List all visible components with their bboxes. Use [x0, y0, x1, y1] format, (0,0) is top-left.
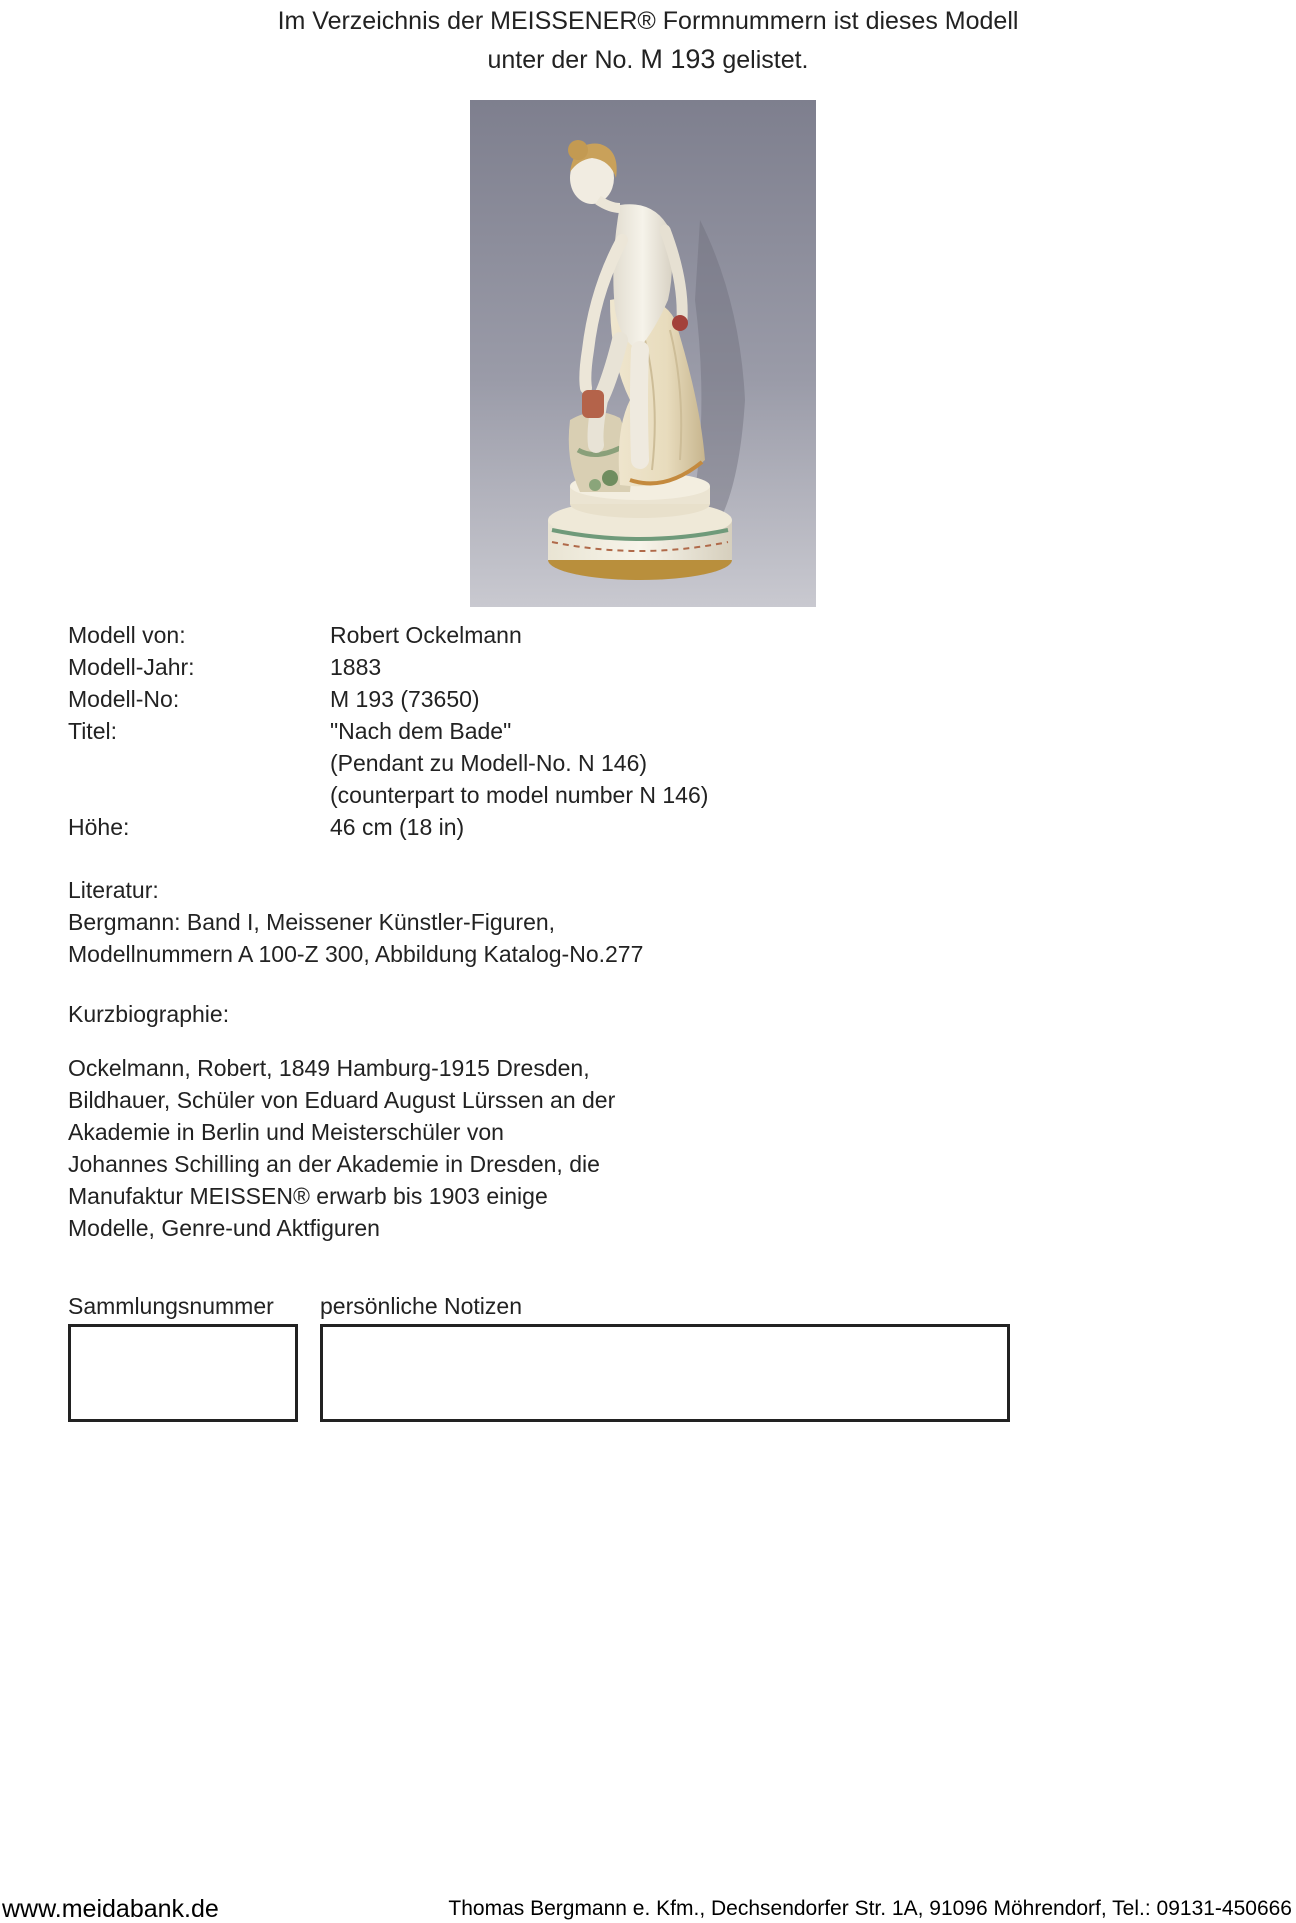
literature-line: Modellnummern A 100-Z 300, Abbildung Katalog-No.277 [68, 941, 644, 967]
header-line-2 [0, 40, 1296, 79]
detail-row-counterpart [68, 779, 708, 811]
literature-heading: Literatur: [68, 877, 159, 903]
detail-row-height [68, 811, 708, 843]
header-line-1: Im Verzeichnis der MEISSENER® Formnummern ist dieses Modell [277, 7, 1019, 35]
detail-value: M 193 (73650) [330, 686, 480, 712]
detail-row-title [68, 715, 708, 747]
detail-row-pendant [68, 747, 708, 779]
detail-value: 46 cm (18 in) [330, 814, 465, 840]
detail-label: Titel: [68, 718, 117, 744]
detail-label [68, 779, 330, 811]
literature-line: Bergmann: Band I, Meissener Künstler-Figuren, [68, 909, 556, 935]
detail-label: Modell-Jahr: [68, 654, 195, 680]
header-line-2-suffix: gelistet. [722, 46, 809, 74]
model-details [68, 619, 708, 843]
biography-line: Akademie in Berlin und Meisterschüler von [68, 1119, 504, 1145]
biography-line: Ockelmann, Robert, 1849 Hamburg-1915 Dresden, [68, 1055, 590, 1081]
header-model-number: M 193 [640, 44, 716, 74]
personal-notes-field[interactable] [320, 1324, 1010, 1422]
detail-value: (counterpart to model number N 146) [330, 782, 709, 808]
biography-line: Modelle, Genre-und Aktfiguren [68, 1215, 380, 1241]
detail-row-model-year [68, 651, 708, 683]
detail-row-model-by [68, 619, 708, 651]
detail-value: Robert Ockelmann [330, 622, 522, 648]
detail-value: 1883 [330, 654, 382, 680]
detail-label: Modell von: [68, 622, 186, 648]
detail-label: Modell-No: [68, 686, 180, 712]
figurine-image [470, 100, 816, 607]
header-line-2-prefix: unter der No. [487, 46, 634, 74]
biography-line: Bildhauer, Schüler von Eduard August Lürssen an der [68, 1087, 616, 1113]
biography-heading: Kurzbiographie: [68, 1001, 230, 1027]
collection-number-label: Sammlungsnummer [68, 1293, 274, 1319]
personal-notes-label: persönliche Notizen [320, 1293, 523, 1319]
detail-value: (Pendant zu Modell-No. N 146) [330, 750, 648, 776]
literature-section [68, 874, 643, 970]
detail-row-model-no [68, 683, 708, 715]
biography-section [68, 1052, 615, 1244]
footer-website[interactable]: www.meidabank.de [2, 1895, 219, 1923]
figurine-photo [470, 100, 816, 607]
collection-number-field[interactable] [68, 1324, 298, 1422]
detail-label: Höhe: [68, 814, 130, 840]
biography-line: Johannes Schilling an der Akademie in Dresden, die [68, 1151, 600, 1177]
detail-label [68, 747, 330, 779]
page-header [0, 2, 1296, 79]
footer-address: Thomas Bergmann e. Kfm., Dechsendorfer Str. 1A, 91096 Möhrendorf, Tel.: 09131-450666 [448, 1897, 1292, 1920]
detail-value: "Nach dem Bade" [330, 718, 512, 744]
biography-line: Manufaktur MEISSEN® erwarb bis 1903 einige [68, 1183, 548, 1209]
